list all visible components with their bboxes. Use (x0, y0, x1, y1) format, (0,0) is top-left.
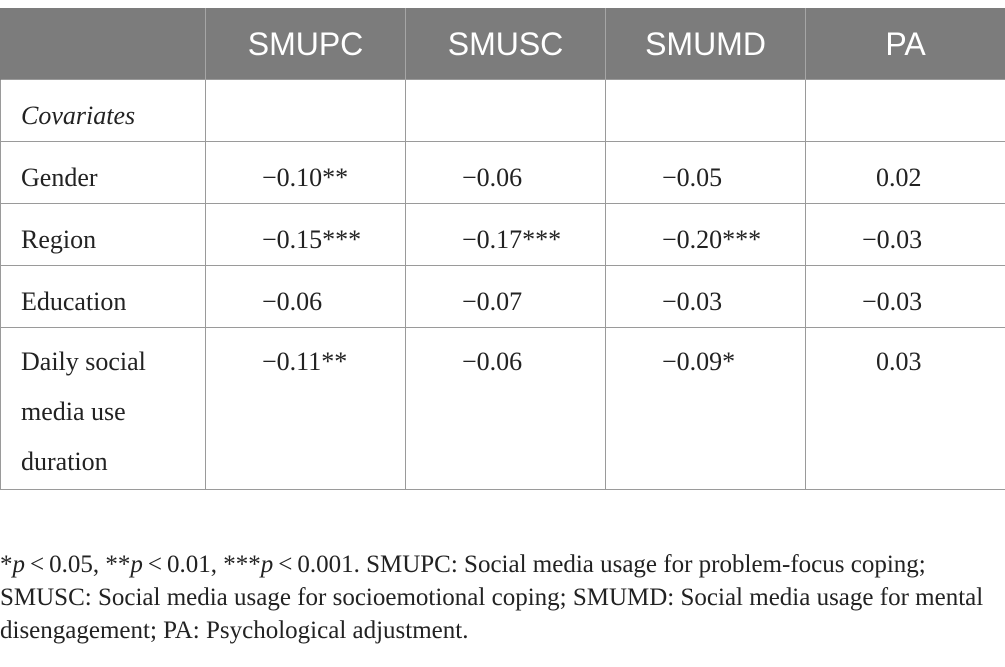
empty-cell (806, 80, 1005, 142)
cell-pa: 0.02 (806, 142, 1005, 204)
sig-threshold: < 0.05 (25, 551, 93, 578)
row-label-line: Daily social (21, 347, 146, 376)
header-row (1, 9, 1005, 80)
table-row-daily-use (1, 328, 1005, 490)
cell-smumd: −0.05 (606, 142, 806, 204)
row-label-line: media use (21, 397, 126, 426)
header-smupc: SMUPC (206, 9, 406, 80)
cell-pa: −0.03 (806, 204, 1005, 266)
sig-stars: * (0, 551, 13, 578)
cell-smusc: −0.17*** (406, 204, 606, 266)
cell-smupc: −0.10** (206, 142, 406, 204)
cell-smusc: −0.06 (406, 142, 606, 204)
header-corner (1, 9, 206, 80)
header-smusc: SMUSC (406, 9, 606, 80)
empty-cell (606, 80, 806, 142)
cell-smumd: −0.09* (606, 328, 806, 490)
cell-smupc: −0.11** (206, 328, 406, 490)
p-symbol: p (12, 551, 25, 578)
p-symbol: p (130, 551, 143, 578)
sig-stars: , ** (92, 551, 131, 578)
cell-smusc: −0.07 (406, 266, 606, 328)
header-smumd: SMUMD (606, 9, 806, 80)
table-row-education (1, 266, 1005, 328)
empty-cell (406, 80, 606, 142)
table-footnote (0, 548, 1000, 647)
sig-threshold: < 0.01 (142, 551, 211, 578)
correlation-table (0, 8, 1005, 490)
p-symbol: p (260, 551, 274, 578)
table-row-region (1, 204, 1005, 266)
cell-smusc: −0.06 (406, 328, 606, 490)
cell-smumd: −0.03 (606, 266, 806, 328)
abbreviation-text: . SMUPC: Social media usage for problem-focus coping; SMUSC: Social media usage for socioemotional coping; SMUMD: Social media usage for mental disengagement; PA: Psychological adjustment. (0, 551, 984, 644)
table-row-gender (1, 142, 1005, 204)
cell-smupc: −0.06 (206, 266, 406, 328)
row-label-line: duration (21, 447, 108, 476)
sig-stars: , *** (210, 551, 261, 578)
cell-pa: −0.03 (806, 266, 1005, 328)
empty-cell (206, 80, 406, 142)
row-label (1, 328, 206, 490)
section-label: Covariates (1, 80, 206, 142)
cell-pa: 0.03 (806, 328, 1005, 490)
section-row-covariates (1, 80, 1005, 142)
row-label: Gender (1, 142, 206, 204)
header-pa: PA (806, 9, 1005, 80)
cell-smupc: −0.15*** (206, 204, 406, 266)
row-label: Education (1, 266, 206, 328)
row-label: Region (1, 204, 206, 266)
sig-threshold: < 0.001 (273, 551, 354, 578)
cell-smumd: −0.20*** (606, 204, 806, 266)
